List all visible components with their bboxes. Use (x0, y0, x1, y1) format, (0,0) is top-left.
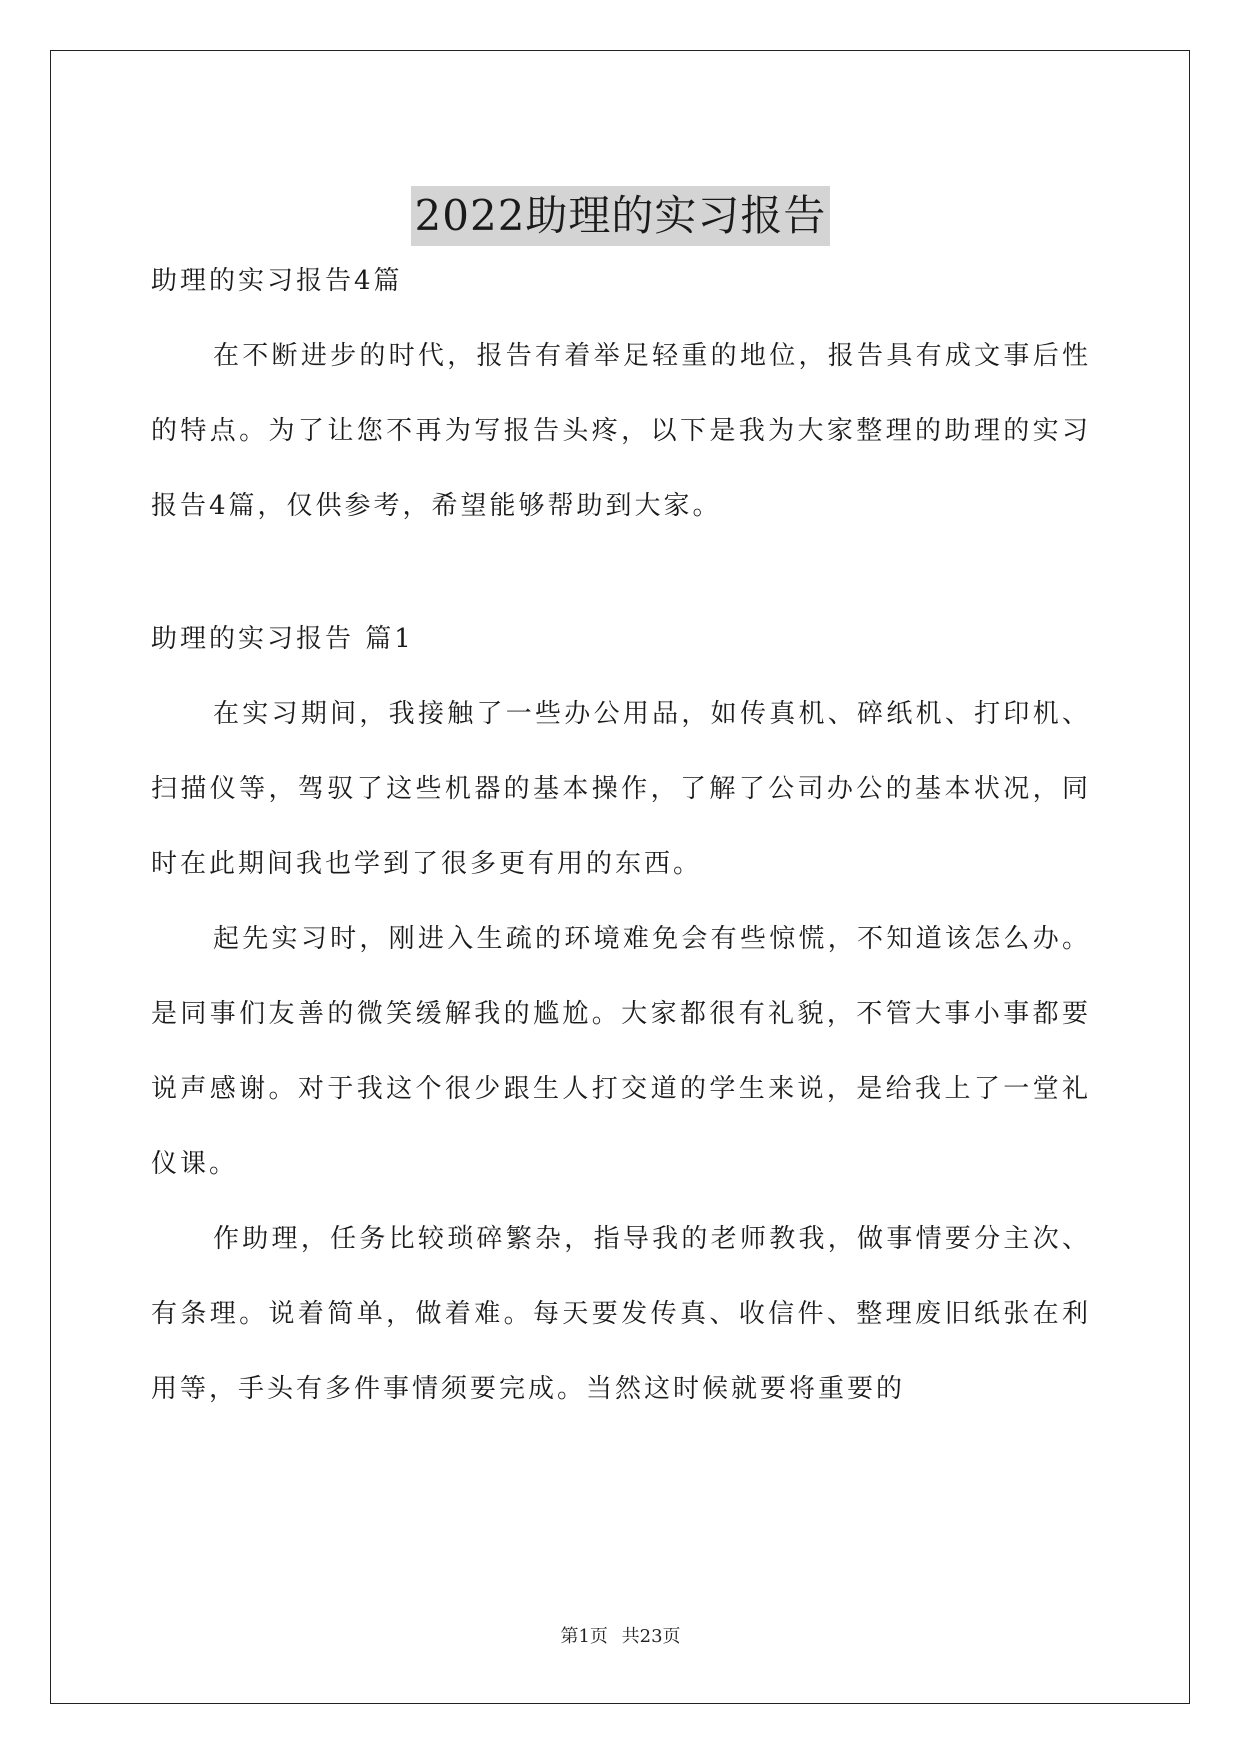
body-paragraph: 作助理，任务比较琐碎繁杂，指导我的老师教我，做事情要分主次、有条理。说着简单，做着难。每天要发传真、收信件、整理废旧纸张在利用等，手头有多件事情须要完成。当然这时候就要将重要的 (151, 1224, 1091, 1404)
total-pages: 共23页 (621, 1626, 681, 1647)
section-heading: 助理的实习报告 篇1 (151, 624, 414, 654)
document-subtitle: 助理的实习报告4篇 (151, 266, 403, 296)
page-number: 第1页 (560, 1626, 608, 1647)
body-paragraph: 在实习期间，我接触了一些办公用品，如传真机、碎纸机、打印机、扫描仪等，驾驭了这些机器的基本操作，了解了公司办公的基本状况，同时在此期间我也学到了很多更有用的东西。 (151, 699, 1091, 879)
body-paragraph: 起先实习时，刚进入生疏的环境难免会有些惊慌，不知道该怎么办。是同事们友善的微笑缓解我的尴尬。大家都很有礼貌，不管大事小事都要说声感谢。对于我这个很少跟生人打交道的学生来说，是给我上了一堂礼仪课。 (151, 924, 1091, 1179)
document-title: 2022助理的实习报告 (411, 186, 831, 246)
page-footer (0, 1622, 1241, 1648)
section-spacer (151, 544, 1091, 602)
intro-paragraph: 在不断进步的时代，报告有着举足轻重的地位，报告具有成文事后性的特点。为了让您不再为写报告头疼，以下是我为大家整理的助理的实习报告4篇，仅供参考，希望能够帮助到大家。 (151, 341, 1091, 521)
document-body (151, 244, 1091, 1427)
